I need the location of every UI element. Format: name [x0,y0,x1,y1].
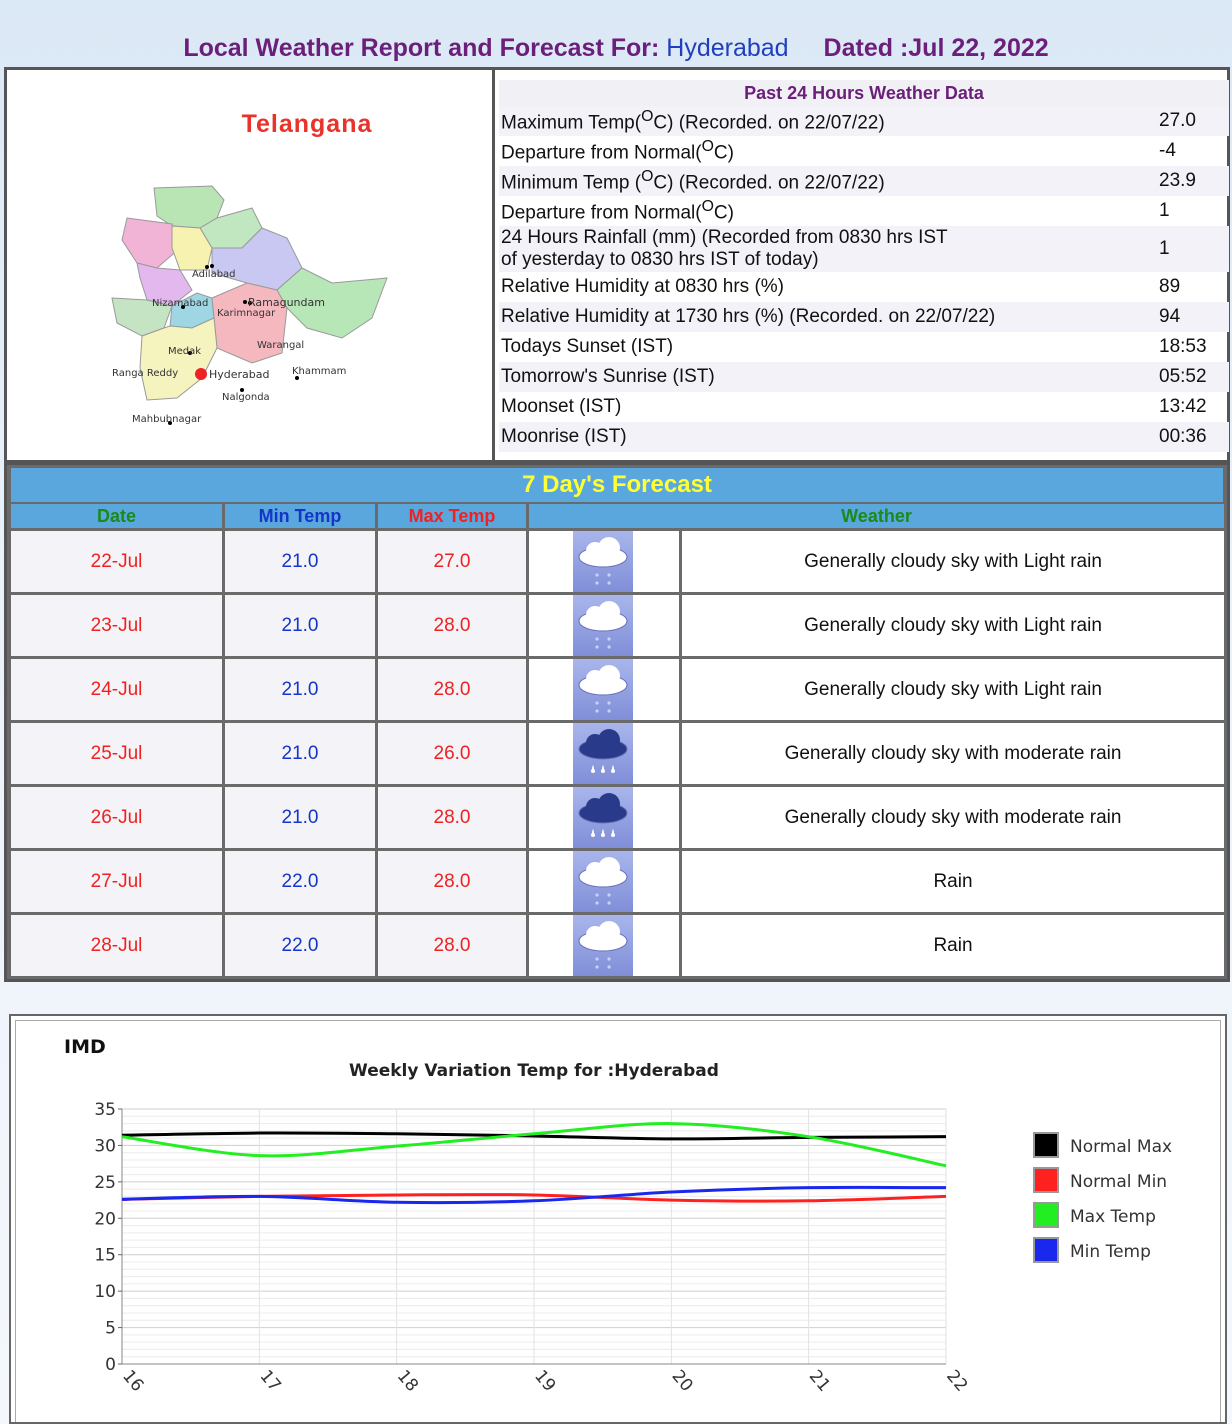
y-tick-label: 30 [94,1136,116,1157]
past-24h-row [499,136,1229,166]
past-24h-value: 00:36 [1159,426,1207,447]
past-24h-label: 24 Hours Rainfall (mm) (Recorded from 0830 hrs IST of yesterday to 0830 hrs IST of today) [501,227,948,270]
forecast-date: 26-Jul [11,787,222,848]
col-min-temp: Min Temp [225,504,375,528]
y-tick-label: 25 [94,1172,116,1193]
district-nalgonda: Nalgonda [222,392,270,403]
forecast-icon-cell [529,531,679,592]
forecast-weather: Generally cloudy sky with moderate rain [682,787,1224,848]
x-tick-label: 17 [255,1366,285,1396]
y-tick-label: 10 [94,1282,116,1303]
forecast-weather: Generally cloudy sky with Light rain [682,531,1224,592]
legend-swatch [1034,1238,1058,1262]
district-hyderabad: Hyderabad [209,368,270,381]
forecast-icon-cell [529,595,679,656]
forecast-row [11,659,1227,720]
forecast-min-temp: 22.0 [225,915,375,976]
y-tick-label: 5 [105,1318,116,1339]
past-24h-label: Departure from Normal($^O$C) [501,137,734,164]
forecast-date: 23-Jul [11,595,222,656]
past-24h-row [499,196,1229,226]
forecast-min-temp: 21.0 [225,787,375,848]
forecast-max-temp: 28.0 [378,659,526,720]
forecast-weather: Generally cloudy sky with moderate rain [682,723,1224,784]
district-warangal: Warangal [257,340,305,351]
forecast-weather: Rain [682,851,1224,912]
forecast-date: 24-Jul [11,659,222,720]
legend-label: Normal Min [1070,1172,1168,1192]
forecast-max-temp: 28.0 [378,787,526,848]
light-rain-icon [573,915,633,976]
legend-label: Min Temp [1070,1242,1151,1262]
chart-svg [16,1021,1222,1424]
legend-swatch [1034,1133,1058,1157]
forecast-min-temp: 21.0 [225,531,375,592]
forecast-max-temp: 28.0 [378,595,526,656]
chart-title: Weekly Variation Temp for :Hyderabad [349,1061,719,1081]
state-name: Telangana [241,110,373,138]
past-24h-row [499,302,1229,332]
past-24h-label: Moonset (IST) [501,396,622,417]
past-24h-label: Maximum Temp($^O$C) (Recorded. on 22/07/22) [501,107,885,134]
title-prefix: Local Weather Report and Forecast For: [183,34,660,62]
district-ranga-reddy: Ranga Reddy [112,368,179,379]
past-24h-label: Moonrise (IST) [501,426,627,447]
district-nizamabad: Nizamabad [152,298,209,309]
past-24h-row [499,362,1229,392]
past-24h-value: 27.0 [1159,110,1196,131]
title-date: Dated :Jul 22, 2022 [823,34,1049,62]
x-tick-label: 19 [530,1366,560,1396]
past-24h-label: Tomorrow's Sunrise (IST) [501,366,715,387]
forecast-row [11,531,1227,592]
forecast-min-temp: 21.0 [225,595,375,656]
past-24h-row [499,422,1229,452]
forecast-header-row [11,504,1227,528]
past-24h-table [499,80,1229,452]
past-24h-value: 1 [1159,238,1170,259]
temperature-chart [9,1014,1227,1424]
past-24h-title: Past 24 Hours Weather Data [499,80,1229,106]
legend-swatch [1034,1203,1058,1227]
light-rain-icon [573,851,633,912]
col-max-temp: Max Temp [378,504,526,528]
current-weather-panel [4,67,1230,463]
district-medak: Medak [168,346,202,357]
chart-brand: IMD [64,1036,106,1058]
forecast-row [11,915,1227,976]
district-adilabad: Adilabad [192,269,236,280]
legend-label: Max Temp [1070,1207,1156,1227]
past-24h-row [499,332,1229,362]
page-title [0,34,1232,63]
past-24h-value: 89 [1159,276,1181,297]
forecast-max-temp: 27.0 [378,531,526,592]
state-map-panel [7,70,495,460]
forecast-weather: Generally cloudy sky with Light rain [682,659,1224,720]
forecast-weather: Generally cloudy sky with Light rain [682,595,1224,656]
forecast-row [11,851,1227,912]
forecast-max-temp: 28.0 [378,851,526,912]
forecast-row [11,723,1227,784]
forecast-max-temp: 26.0 [378,723,526,784]
forecast-max-temp: 28.0 [378,915,526,976]
x-tick-label: 20 [667,1366,697,1396]
forecast-icon-cell [529,851,679,912]
forecast-icon-cell [529,723,679,784]
forecast-icon-cell [529,787,679,848]
past-24h-value: 05:52 [1159,366,1207,387]
x-tick-label: 16 [118,1366,148,1396]
past-24h-value: 23.9 [1159,170,1196,191]
past-24h-row [499,166,1229,196]
past-24h-row [499,226,1229,272]
past-24h-row [499,272,1229,302]
forecast-min-temp: 21.0 [225,723,375,784]
forecast-row [11,595,1227,656]
y-tick-label: 0 [105,1355,116,1375]
light-rain-icon [573,531,633,592]
light-rain-icon [573,595,633,656]
moderate-rain-icon [573,787,633,848]
x-tick-label: 22 [942,1366,972,1396]
past-24h-label: Minimum Temp ($^O$C) (Recorded. on 22/07/22) [501,167,885,194]
past-24h-label: Relative Humidity at 0830 hrs (%) [501,276,784,297]
light-rain-icon [573,659,633,720]
past-24h-label: Relative Humidity at 1730 hrs (%) (Recorded. on 22/07/22) [501,306,996,327]
past-24h-value: -4 [1159,140,1176,161]
district-ramagundam: Ramagundam [248,296,325,309]
past-24h-label: Departure from Normal($^O$C) [501,197,734,224]
forecast-date: 22-Jul [11,531,222,592]
forecast-row [11,787,1227,848]
col-date: Date [11,504,222,528]
forecast-date: 27-Jul [11,851,222,912]
col-weather: Weather [529,504,1224,528]
x-tick-label: 21 [804,1366,835,1396]
district-khammam: Khammam [292,366,347,377]
forecast-title: 7 Day's Forecast [11,468,1223,502]
telangana-map [102,178,402,468]
forecast-min-temp: 21.0 [225,659,375,720]
past-24h-value: 18:53 [1159,336,1207,357]
past-24h-row [499,106,1229,136]
forecast-date: 25-Jul [11,723,222,784]
past-24h-value: 1 [1159,200,1170,221]
moderate-rain-icon [573,723,633,784]
title-city: Hyderabad [666,34,789,62]
past-24h-value: 94 [1159,306,1181,327]
legend-swatch [1034,1168,1058,1192]
district-karimnagar: Karimnagar [217,308,276,319]
y-tick-label: 15 [94,1245,116,1266]
y-tick-label: 35 [94,1100,116,1120]
past-24h-row [499,392,1229,422]
forecast-min-temp: 22.0 [225,851,375,912]
forecast-date: 28-Jul [11,915,222,976]
forecast-weather: Rain [682,915,1224,976]
x-tick-label: 18 [392,1366,423,1396]
forecast-icon-cell [529,659,679,720]
legend-label: Normal Max [1070,1137,1173,1157]
district-mahbubnagar: Mahbubnagar [132,414,202,425]
past-24h-label: Todays Sunset (IST) [501,336,674,357]
forecast-icon-cell [529,915,679,976]
y-tick-label: 20 [94,1209,116,1230]
seven-day-forecast [4,462,1230,982]
past-24h-value: 13:42 [1159,396,1207,417]
